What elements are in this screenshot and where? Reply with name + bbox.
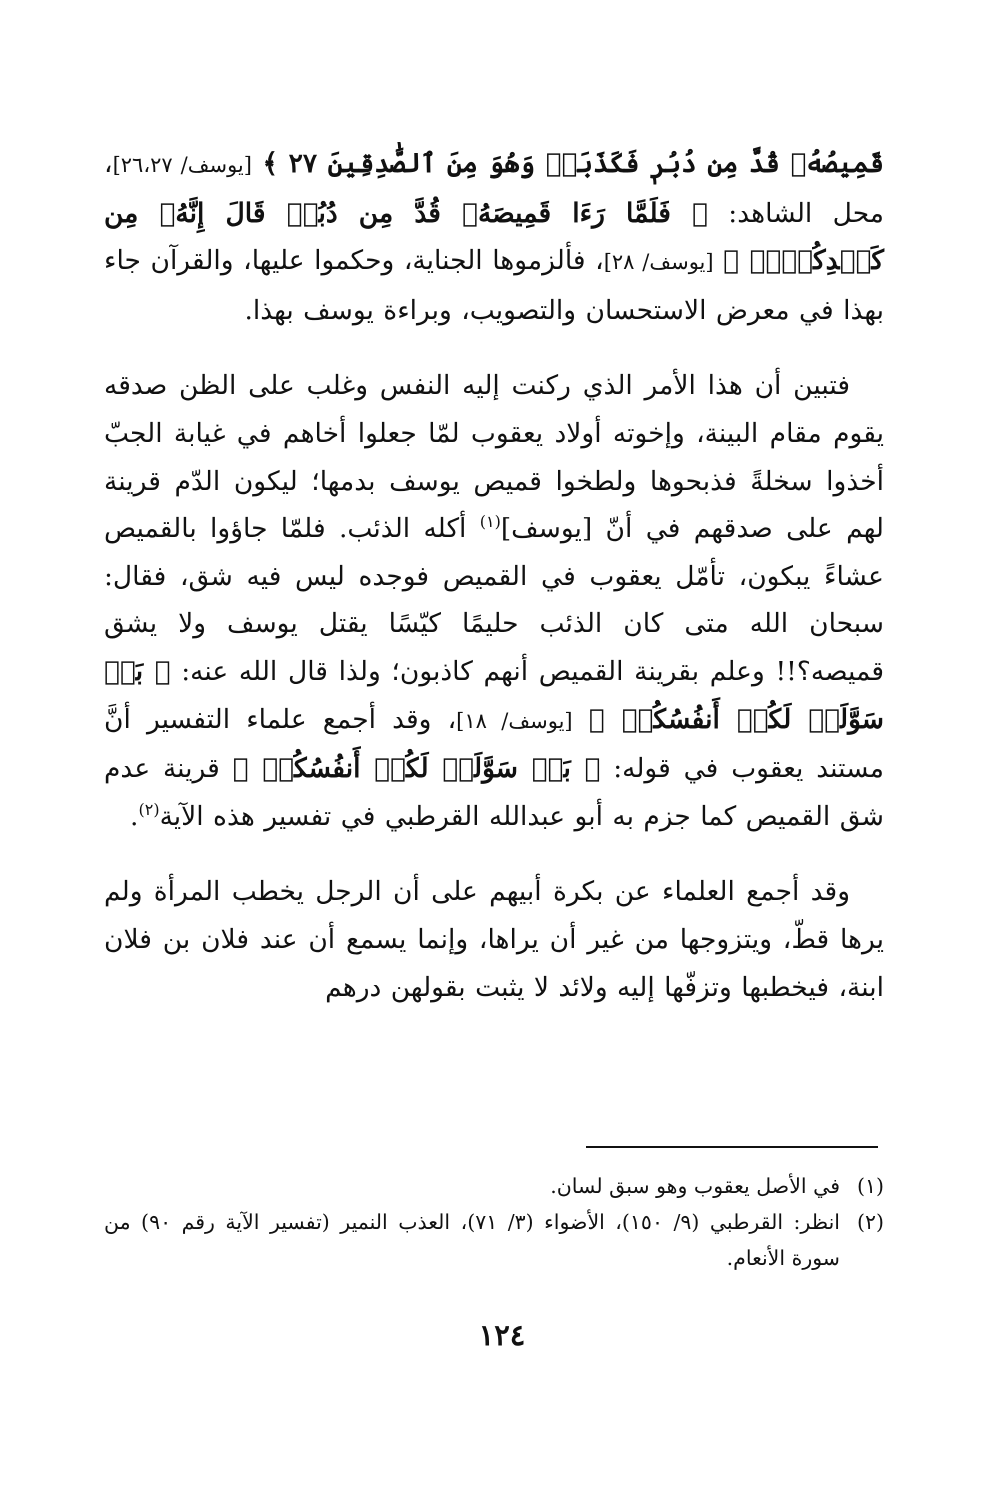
paragraph-1 [104, 140, 884, 334]
body-text: . [130, 800, 139, 832]
verse-reference: [يوسف/ ٢٦،٢٧] [112, 153, 252, 177]
quran-verse: ﴿ بَلۡ سَوَّلَتۡ لَكُمۡ أَنفُسُكُمۡ ﴾ [232, 753, 601, 785]
paragraph-2 [104, 362, 884, 840]
page-number: ١٢٤ [478, 1318, 526, 1352]
paragraph-3: وقد أجمع العلماء عن بكرة أبيهم على أن الرجل يخطب المرأة ولم يرها قطّ، ويتزوجها من غير أن يراها، وإنما يسمع أن عند فلان بن فلان ابنة، فيخطبها وتزفّها إليه ولائد لا يثبت بقولهن درهم [104, 876, 884, 1003]
verse-reference: [يوسف/ ٢٨] [603, 250, 714, 275]
closing-bracket: ﴾ [251, 148, 289, 179]
footnote-number: (٢) [856, 1210, 884, 1234]
footnote-number: (١) [856, 1174, 884, 1198]
footnote-separator [586, 1146, 878, 1148]
body-text: ، وقد أجمع علماء التفسير أنَّ مستند يعقوب في قوله: [104, 703, 884, 785]
footnote-text: انظر: القرطبي (٩/ ١٥٠)، الأضواء (٣/ ٧١)، العذب النمير (تفسير الآية رقم ٩٠) من سورة الأنعام. [104, 1210, 840, 1270]
body-text: ، فألزموها الجناية، وحكموا عليها، والقرآن جاء بهذا في معرض الاستحسان والتصويب، وبراءة يوسف بهذا. [104, 245, 884, 326]
footnote-marker: (١) [479, 512, 501, 532]
footnote-2 [104, 1204, 884, 1276]
body-text: قرينة عدم شق القميص كما جزم به أبو عبدالله القرطبي في تفسير هذه الآية [104, 753, 884, 832]
body-text: أكله الذئب. فلمّا جاؤوا بالقميص عشاءً يبكون، تأمّل يعقوب في القميص فوجده ليس فيه شق، فقال: سبحان الله متى كان الذئب حليمًا كيّسًا يقتل يوسف ولا يشق قميصه؟!! وعلم بقرينة القميص أنهم كاذبون؛ ولذا قال الله عنه: [104, 513, 884, 687]
verse-reference: [يوسف/ ١٨] [456, 708, 573, 733]
footnotes [104, 1168, 884, 1276]
quran-verse: ﴿ بَلۡ سَوَّلَتۡ لَكُمۡ أَنفُسُكُمۡ ﴾ [104, 655, 884, 735]
quran-verse: ﴿ فَلَمَّا رَءَا قَمِيصَهُۥ قُدَّ مِن دُبُرٖ قَالَ إِنَّهُۥ مِن كَيۡدِكُنَّۖ ﴾ [104, 197, 885, 277]
quran-verse: قَمِيصُهُۥ قُدَّ مِن دُبُرٖ فَكَذَبَتۡ وَهُوَ مِنَ ٱلصَّٰدِقِينَ ٢٧ [288, 148, 884, 179]
footnote-marker: (٢) [138, 799, 160, 819]
footnote-text: في الأصل يعقوب وهو سبق لسان. [550, 1174, 840, 1198]
body-text: فتبين أن هذا الأمر الذي ركنت إليه النفس وغلب على الظن صدقه يقوم مقام البينة، وإخوته أولاد يعقوب لمّا جعلوا أخاهم في غيابة الجبّ أخذوا سخلةً فذبحوها ولطخوا قميص يوسف بدمها؛ ليكون الدّم قرينة لهم على صدقهم في أنّ [يوسف] [104, 370, 884, 545]
main-text [104, 140, 884, 1011]
body-text: ، محل الشاهد: [104, 148, 884, 229]
footnote-1 [104, 1168, 884, 1204]
